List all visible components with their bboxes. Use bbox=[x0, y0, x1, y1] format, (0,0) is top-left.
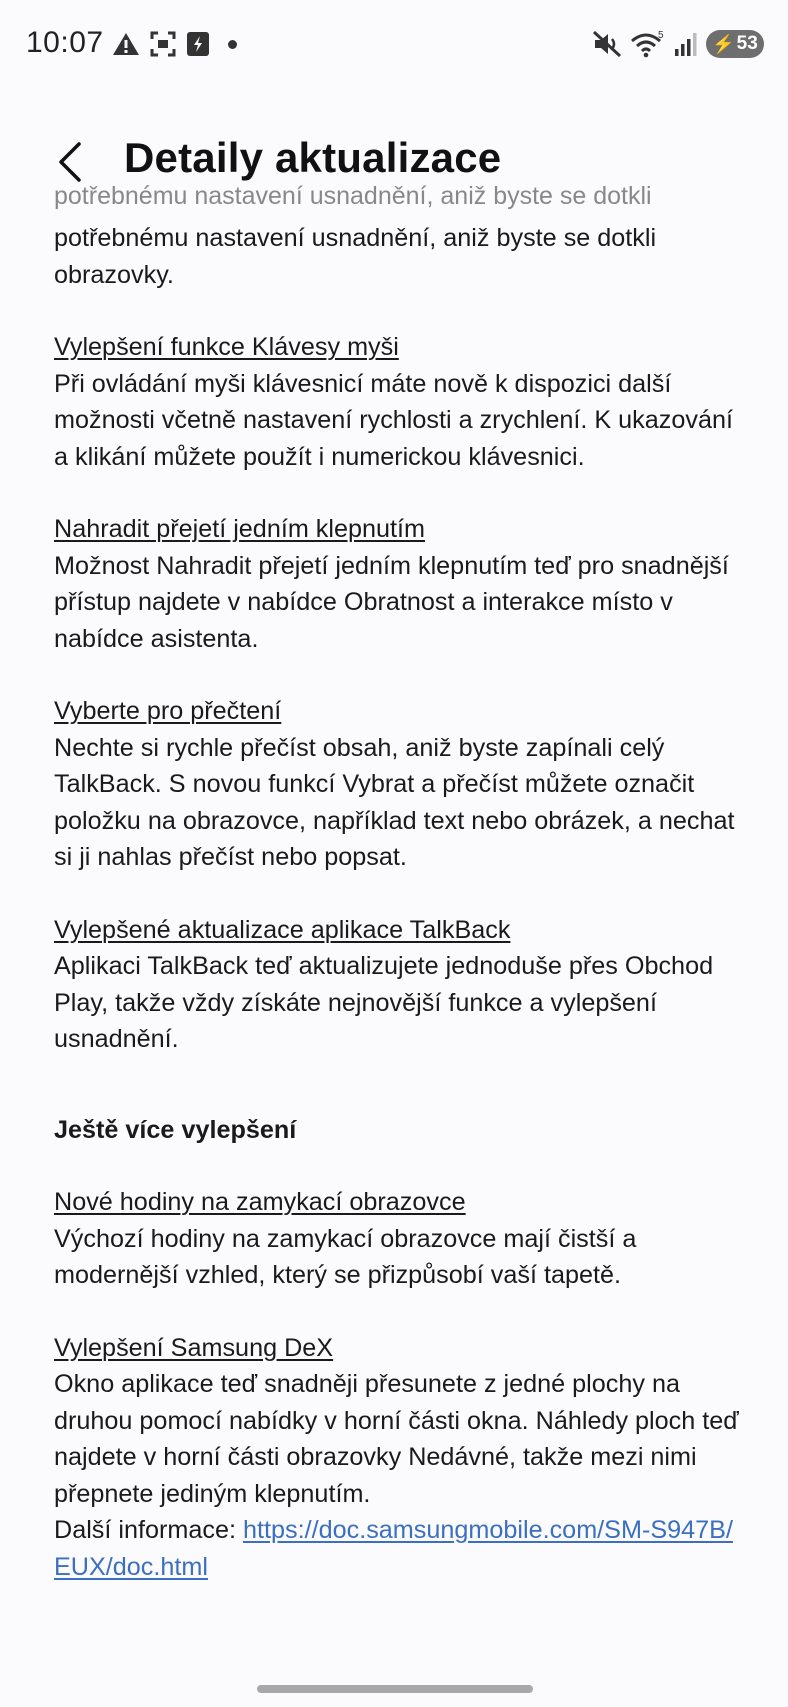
feature-title: Vylepšení Samsung DeX bbox=[54, 1333, 334, 1362]
mute-icon bbox=[592, 30, 622, 58]
feature-title: Vylepšení funkce Klávesy myši bbox=[54, 333, 399, 361]
cut-off-text: potřebnému nastavení usnadnění, aniž byste se dotkli bbox=[54, 182, 652, 210]
screenshot-icon bbox=[150, 31, 176, 57]
feature-item bbox=[54, 912, 744, 1058]
feature-title: Vylepšené aktualizace aplikace TalkBack bbox=[54, 915, 511, 944]
intro-tail-text: potřebnému nastavení usnadnění, aniž byste se dotkli obrazovky. bbox=[54, 224, 657, 289]
update-details-content[interactable] bbox=[54, 220, 744, 1585]
feature-body: Výchozí hodiny na zamykací obrazovce mají čistší a modernější vzhled, který se přizpůsobí vaší tapetě. bbox=[54, 1224, 637, 1289]
feature-title: Nové hodiny na zamykací obrazovce bbox=[54, 1188, 466, 1216]
app-notification-icon bbox=[186, 31, 210, 57]
feature-item bbox=[54, 1184, 744, 1294]
battery-icon bbox=[706, 30, 764, 58]
feature-body: Nechte si rychle přečíst obsah, aniž byste zapínali celý TalkBack. S novou funkcí Vybrat a přečíst můžete označit položku na obrazovce, například text nebo obrázek, a nechat si ji nahlas přečíst nebo popsat. bbox=[54, 733, 735, 871]
more-notifications-dot bbox=[228, 40, 237, 49]
status-bar bbox=[0, 0, 788, 90]
cut-off-text-line bbox=[54, 182, 674, 216]
status-left-icons bbox=[112, 28, 237, 60]
more-info-link[interactable]: https://doc.samsungmobile.com/SM-S947B/EUX/doc.html bbox=[54, 1516, 733, 1581]
feature-body: Okno aplikace teď snadněji přesunete z jedné plochy na druhou pomocí nabídky v horní části okna. Náhledy ploch teď najdete v horní části obrazovky Nedávné, takže mezi nimi přepnete jediným klepnutím. bbox=[54, 1370, 739, 1508]
feature-item bbox=[54, 1330, 744, 1586]
wifi-icon bbox=[630, 30, 666, 58]
feature-body: Při ovládání myši klávesnicí máte nově k dispozici další možnosti včetně nastavení rychlosti a zrychlení. K ukazování a klikání můžete použít i numerickou klávesnici. bbox=[54, 369, 733, 471]
feature-item bbox=[54, 329, 744, 475]
feature-title: Vyberte pro přečtení bbox=[54, 697, 282, 725]
charging-icon: ⚡ bbox=[712, 33, 735, 54]
more-info-line bbox=[54, 1512, 744, 1585]
feature-body: Možnost Nahradit přejetí jedním klepnutím teď pro snadnější přístup najdete v nabídce Obratnost a interakce místo v nabídce asistenta. bbox=[54, 551, 729, 653]
battery-level: 53 bbox=[736, 33, 758, 54]
page-title: Detaily aktualizace bbox=[124, 134, 502, 181]
feature-item bbox=[54, 693, 744, 876]
wifi-band-label: 5 bbox=[658, 30, 664, 41]
more-info-label: Další informace: bbox=[54, 1516, 236, 1544]
status-time: 10:07 bbox=[26, 26, 104, 59]
warning-icon bbox=[112, 31, 140, 57]
feature-body: Aplikaci TalkBack teď aktualizujete jednoduše přes Obchod Play, takže vždy získáte nejnovější funkce a vylepšení usnadnění. bbox=[54, 952, 714, 1053]
section-heading: Ještě více vylepšení bbox=[54, 1115, 297, 1144]
signal-icon bbox=[674, 31, 698, 57]
status-right-icons bbox=[592, 28, 764, 60]
feature-item bbox=[54, 511, 744, 657]
home-indicator[interactable] bbox=[257, 1685, 533, 1693]
feature-title: Nahradit přejetí jedním klepnutím bbox=[54, 515, 425, 543]
